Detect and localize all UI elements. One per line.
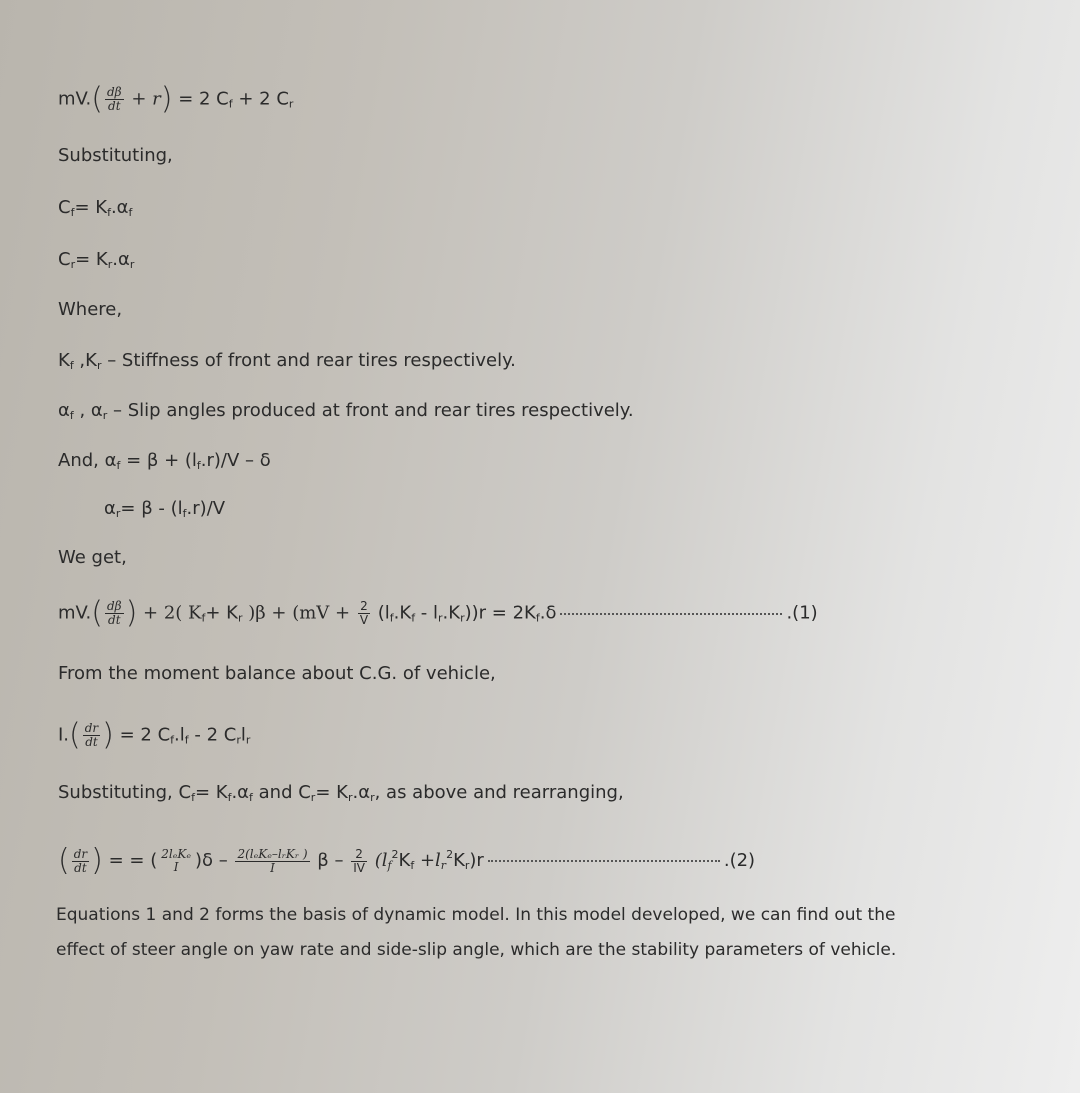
sub: r xyxy=(460,611,465,625)
t: .r)/V – δ xyxy=(200,450,271,471)
fraction-num: dr xyxy=(84,721,99,735)
fraction-den: IV xyxy=(353,860,365,875)
fraction-num: dβ xyxy=(106,85,122,99)
t: = K xyxy=(74,197,108,218)
moment-balance-heading: From the moment balance about C.G. of vehicle, xyxy=(58,663,496,684)
t: - l xyxy=(415,602,439,624)
sub: f xyxy=(184,733,189,747)
t: – Stiffness of front and rear tires respectively. xyxy=(101,350,516,371)
sub: f xyxy=(128,206,133,219)
slip-angle-description xyxy=(58,399,634,428)
t: (l xyxy=(372,602,390,624)
t: and C xyxy=(252,782,311,803)
fraction-dbeta-dt xyxy=(105,600,124,627)
paren-open: ( xyxy=(58,843,70,878)
t: l xyxy=(240,724,246,746)
eq0-plus-r: + r xyxy=(131,88,161,110)
sub: r xyxy=(102,409,108,422)
t: + 2( K xyxy=(143,602,202,624)
t: .α xyxy=(352,782,371,803)
equation-2 xyxy=(58,843,755,878)
sub: r xyxy=(464,859,470,872)
sub: r xyxy=(347,791,353,804)
t: , as above and rearranging, xyxy=(374,782,624,803)
sub: f xyxy=(389,611,394,625)
sub: r xyxy=(115,507,121,520)
sub: r xyxy=(440,859,447,872)
t: = K xyxy=(315,782,348,803)
substituting-heading: Substituting, xyxy=(58,145,173,166)
t: I. xyxy=(58,724,70,746)
we-get-heading: We get, xyxy=(58,547,127,568)
t: .l xyxy=(174,724,185,746)
t: ))r = 2K xyxy=(464,602,536,624)
t: )β + (mV + xyxy=(242,602,356,624)
equation-lateral-force xyxy=(58,81,294,117)
fraction-den: dt xyxy=(108,99,121,113)
t: )δ – xyxy=(194,850,228,871)
sub: r xyxy=(438,611,443,625)
t: + K xyxy=(205,602,238,624)
t: mV. xyxy=(58,602,92,624)
cr-definition xyxy=(58,248,134,277)
eq0-lhs: mV. xyxy=(58,88,92,110)
sub: f xyxy=(196,459,201,472)
t: .δ xyxy=(539,602,557,624)
t: – Slip angles produced at front and rear tires respectively. xyxy=(107,400,634,421)
t: ,K xyxy=(73,350,97,371)
t: K xyxy=(398,850,411,871)
t: = β + (l xyxy=(120,450,197,471)
fraction-dr-dt xyxy=(83,722,100,749)
sup: 2 xyxy=(391,848,399,861)
eq0-rhs-mid: + 2 C xyxy=(232,88,289,110)
sub: r xyxy=(129,258,135,271)
paren-close: ) xyxy=(102,717,114,753)
paren-close: ) xyxy=(91,843,103,878)
sub: f xyxy=(410,859,415,872)
equation-1 xyxy=(58,595,818,631)
sub: f xyxy=(107,206,111,219)
sub: r xyxy=(96,359,102,372)
t: K xyxy=(58,350,70,371)
fraction-num: 2lₑKₑ xyxy=(161,847,191,861)
paren-open: ( xyxy=(91,81,103,117)
fraction-num: 2 xyxy=(351,848,367,862)
substituting-rearranging xyxy=(58,781,624,810)
sub: f xyxy=(411,611,416,625)
sub: f xyxy=(69,409,74,422)
sub: f xyxy=(201,611,206,625)
fraction-dr-dt xyxy=(72,848,89,875)
t: And, α xyxy=(58,450,117,471)
t: .α xyxy=(231,782,250,803)
t: (l xyxy=(374,850,388,871)
paren-close: ) xyxy=(125,595,138,631)
sub: r xyxy=(70,258,76,271)
sub: r xyxy=(288,97,294,111)
fraction-den: I xyxy=(173,860,179,874)
t: α xyxy=(104,498,116,519)
paren-open: ( xyxy=(91,595,103,631)
equation-number: .(1) xyxy=(786,602,818,624)
sub: r xyxy=(237,611,243,625)
sub: f xyxy=(116,459,121,472)
t: .K xyxy=(442,602,461,624)
fraction-num: 2(lₑKₑ–lᵣKᵣ ) xyxy=(237,846,308,861)
cf-definition xyxy=(58,196,132,225)
sub: r xyxy=(245,733,251,747)
alpha-r-equation xyxy=(104,497,225,526)
t: = = ( xyxy=(108,850,158,871)
where-heading: Where, xyxy=(58,299,123,320)
sub: f xyxy=(69,359,74,372)
equation-number: .(2) xyxy=(723,850,756,871)
sub: f xyxy=(535,611,540,625)
conclusion-paragraph: Equations 1 and 2 forms the basis of dynamic model. In this model developed, we can find out the effect of steer angle on yaw rate and side-slip angle, which are the stability parameters of vehicle. xyxy=(56,905,897,960)
sup: 2 xyxy=(446,848,454,861)
sub: f xyxy=(70,206,75,219)
fraction-num: dr xyxy=(73,846,88,861)
t: , α xyxy=(73,400,103,421)
sub: f xyxy=(249,791,253,804)
sub: f xyxy=(387,859,392,872)
sub: r xyxy=(370,791,375,804)
t: .α xyxy=(110,197,129,218)
sub: r xyxy=(236,733,241,747)
t: C xyxy=(58,249,71,270)
fraction-2-iv xyxy=(351,848,367,875)
paren-open: ( xyxy=(69,717,81,753)
equation-moment xyxy=(58,717,251,753)
fraction-den: dt xyxy=(85,735,98,749)
fraction-den: dt xyxy=(108,613,121,627)
fraction-den: V xyxy=(359,613,369,627)
fraction-lateral-moment xyxy=(235,848,309,875)
t: - 2 C xyxy=(188,724,237,746)
sub: r xyxy=(310,791,316,804)
t: C xyxy=(58,197,71,218)
fraction-2-v xyxy=(358,600,370,627)
t: +l xyxy=(414,850,441,871)
fraction-den: I xyxy=(270,860,275,875)
t: = 2 C xyxy=(119,724,171,746)
t: Substituting, C xyxy=(58,782,192,803)
t: .K xyxy=(393,602,412,624)
t: )r xyxy=(469,850,484,871)
paren-close: ) xyxy=(160,81,173,117)
eq0-rhs: = 2 C xyxy=(178,88,229,110)
t: = K xyxy=(194,782,228,803)
t: K xyxy=(453,850,465,871)
fraction-den: dt xyxy=(74,860,87,875)
sub: r xyxy=(107,258,113,271)
t: = β - (l xyxy=(120,498,183,519)
fraction-dbeta-dt xyxy=(105,86,124,113)
t: .α xyxy=(112,249,130,270)
sub: f xyxy=(191,791,195,804)
alpha-f-equation xyxy=(58,449,271,478)
fraction-num: 2 xyxy=(358,600,370,614)
sub: f xyxy=(170,733,175,747)
sub: f xyxy=(227,791,232,804)
fraction-num: dβ xyxy=(106,599,122,613)
stiffness-description xyxy=(58,349,516,378)
t: α xyxy=(58,400,70,421)
t: = K xyxy=(75,249,108,270)
sub: f xyxy=(228,97,233,111)
sub: f xyxy=(182,507,187,520)
t: .r)/V xyxy=(186,498,226,519)
leader-dots xyxy=(560,613,782,615)
t: β – xyxy=(317,850,344,871)
fraction-2lfkf-i xyxy=(159,848,193,874)
leader-dots xyxy=(488,860,720,862)
